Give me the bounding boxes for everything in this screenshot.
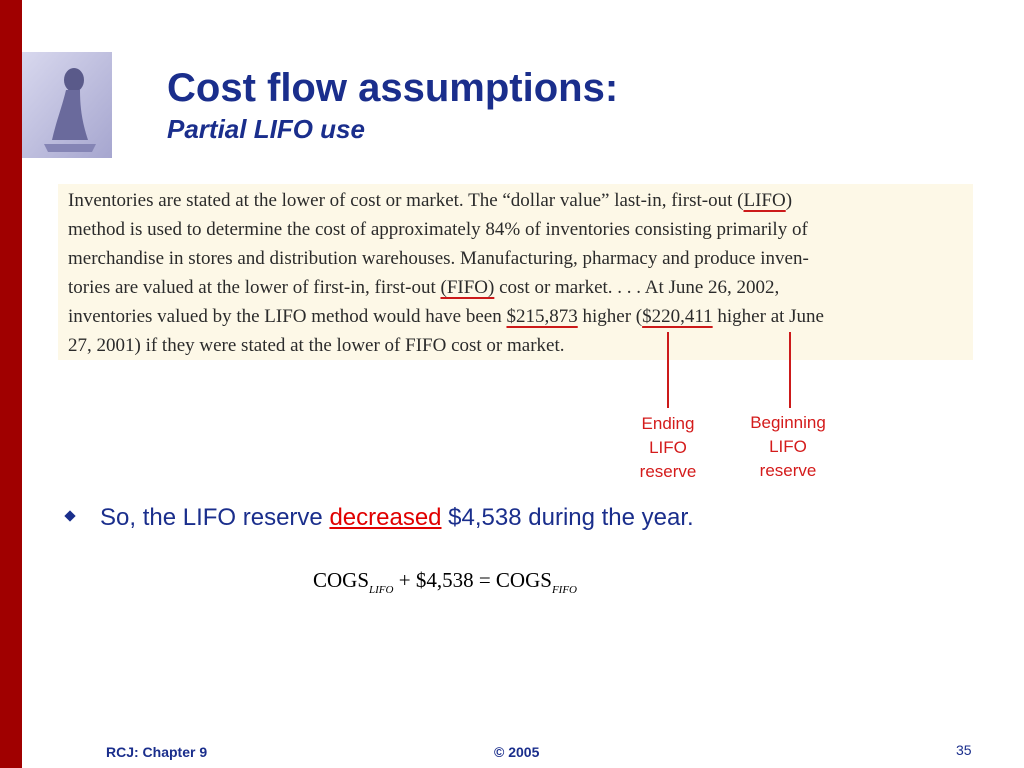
- ending-lifo-reserve-label: Ending LIFO reserve: [639, 414, 697, 481]
- slide-subtitle: Partial LIFO use: [167, 114, 365, 144]
- ending-reserve-pointer: [667, 332, 669, 408]
- excerpt-line: method is used to determine the cost of approximately 84% of inventories consisting primarily of: [68, 219, 808, 240]
- excerpt-line: tories are valued at the lower of first-in, first-out (FIFO) cost or market. . . . At June 26, 2002,: [68, 277, 780, 298]
- beginning-reserve-pointer: [789, 332, 791, 408]
- beginning-reserve-amount: $220,411: [642, 306, 713, 327]
- left-accent-bar: [0, 0, 22, 768]
- excerpt-line: Inventories are stated at the lower of cost or market. The “dollar value” last-in, first-out (LIFO): [68, 190, 793, 211]
- fifo-term: (FIFO): [440, 277, 495, 298]
- bullet-text: So, the LIFO reserve decreased $4,538 during the year.: [100, 504, 694, 531]
- cogs-equation: $COGS_{LIFO}$ + $4,538 = $COGS_{FIFO}$: [313, 568, 577, 596]
- beginning-lifo-reserve-label: Beginning LIFO reserve: [750, 413, 826, 480]
- footer-copyright: © 2005: [494, 744, 540, 760]
- footer-chapter: RCJ: Chapter 9: [106, 744, 208, 760]
- chess-piece-logo: [22, 52, 112, 158]
- lifo-term: LIFO: [743, 190, 786, 211]
- excerpt-line: merchandise in stores and distribution warehouses. Manufacturing, pharmacy and produce inven-: [68, 248, 809, 269]
- slide-title: Cost flow assumptions:: [167, 66, 619, 110]
- ending-reserve-amount: $215,873: [506, 306, 578, 327]
- diamond-bullet-icon: [64, 510, 75, 521]
- excerpt-line: 27, 2001) if they were stated at the lower of FIFO cost or market.: [68, 335, 565, 356]
- page-number: 35: [956, 742, 972, 758]
- annual-report-excerpt: [58, 184, 973, 360]
- excerpt-line: inventories valued by the LIFO method would have been $215,873 higher ($220,411 higher at June: [68, 306, 824, 327]
- decreased-emphasis: decreased: [329, 504, 442, 531]
